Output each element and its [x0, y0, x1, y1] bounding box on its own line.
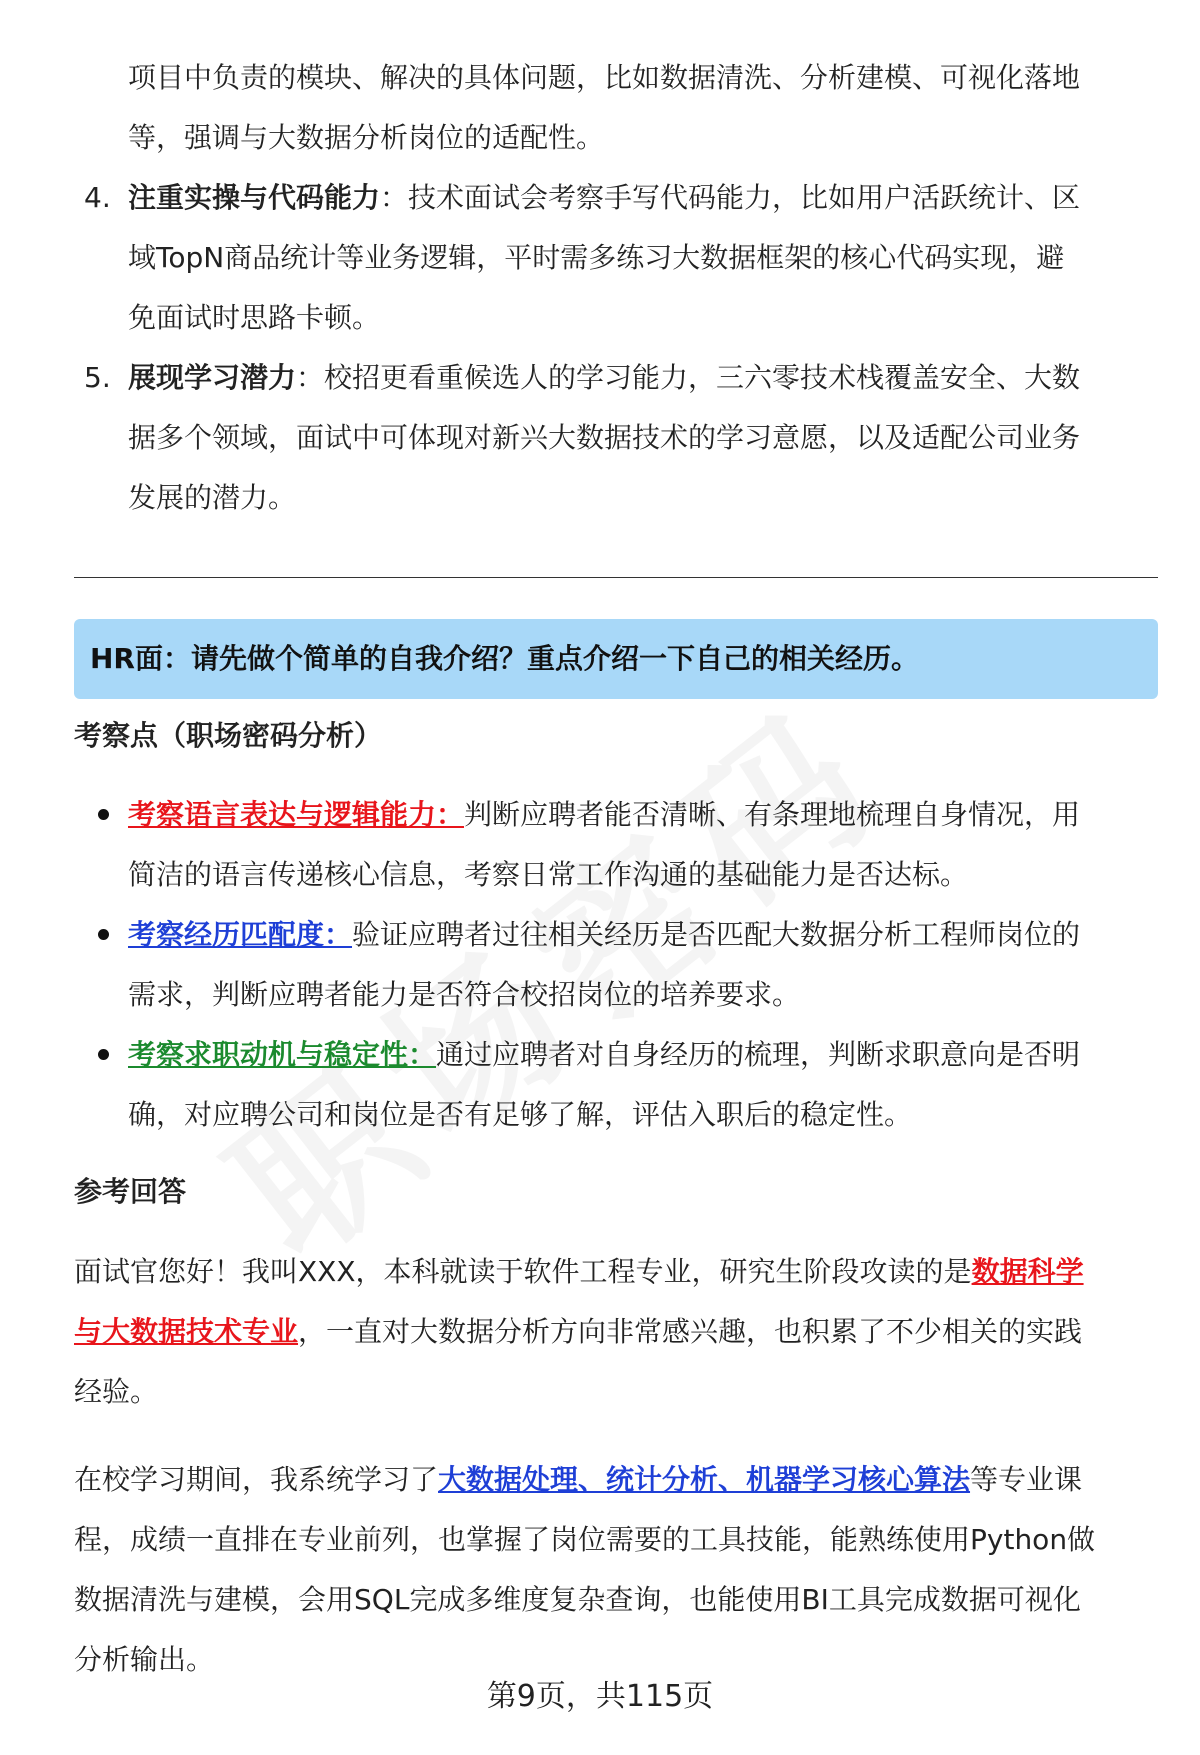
assess-item — [74, 785, 1158, 905]
answer-text: 面试官您好！我叫XXX，本科就读于软件工程专业，研究生阶段攻读的是 — [74, 1255, 972, 1288]
assess-text: 判断应聘者能否清晰、有条理地梳理自身情况，用 — [464, 798, 1081, 831]
tip-text: 免面试时思路卡顿。 — [128, 301, 381, 334]
tip-title: 注重实操与代码能力 — [128, 181, 381, 214]
answer-highlight: 与大数据技术专业 — [74, 1315, 299, 1348]
tip-number: 5. — [84, 361, 111, 394]
answer-text: 在校学习期间，我系统学习了 — [74, 1463, 439, 1496]
tip-item-5 — [74, 348, 1158, 528]
tip-text: 据多个领域，面试中可体现对新兴大数据技术的学习意愿，以及适配公司业务 — [128, 421, 1081, 454]
answer-heading: 参考回答 — [74, 1175, 187, 1208]
assess-item — [74, 1025, 1158, 1145]
assess-text: 验证应聘者过往相关经历是否匹配大数据分析工程师岗位的 — [352, 918, 1081, 951]
bullet-dot-icon — [98, 809, 109, 820]
tip-text: 域TopN商品统计等业务逻辑，平时需多练习大数据框架的核心代码实现，避 — [128, 241, 1065, 274]
answer-text: ，一直对大数据分析方向非常感兴趣，也积累了不少相关的实践 — [298, 1315, 1083, 1348]
continuation-line: 项目中负责的模块、解决的具体问题，比如数据清洗、分析建模、可视化落地 — [128, 61, 1081, 94]
bullet-dot-icon — [98, 929, 109, 940]
tip-item-4 — [74, 168, 1158, 348]
assess-item — [74, 905, 1158, 1025]
tip-text: 发展的潜力。 — [128, 481, 297, 514]
assess-text: 确，对应聘公司和岗位是否有足够了解，评估入职后的稳定性。 — [128, 1098, 913, 1131]
section-divider — [74, 577, 1158, 578]
question-text: HR面：请先做个简单的自我介绍？重点介绍一下自己的相关经历。 — [90, 642, 919, 675]
tip-text: ：技术面试会考察手写代码能力，比如用户活跃统计、区 — [380, 181, 1081, 214]
answer-text: 等专业课 — [970, 1463, 1083, 1496]
answer-text: 程，成绩一直排在专业前列，也掌握了岗位需要的工具技能，能熟练使用Python做 — [74, 1523, 1096, 1556]
bullet-dot-icon — [98, 1049, 109, 1060]
tips-section — [74, 48, 1158, 528]
assess-text: 简洁的语言传递核心信息，考察日常工作沟通的基础能力是否达标。 — [128, 858, 969, 891]
assess-heading: 考察点（职场密码分析） — [74, 719, 383, 752]
assess-text: 通过应聘者对自身经历的梳理，判断求职意向是否明 — [436, 1038, 1081, 1071]
answer-text: 数据清洗与建模，会用SQL完成多维度复杂查询，也能使用BI工具完成数据可视化 — [74, 1583, 1081, 1616]
answer-paragraph-1 — [74, 1242, 1158, 1422]
tip-title: 展现学习潜力 — [128, 361, 297, 394]
tip-text: ：校招更看重候选人的学习能力，三六零技术栈覆盖安全、大数 — [296, 361, 1081, 394]
continuation-line: 等，强调与大数据分析岗位的适配性。 — [128, 121, 605, 154]
answer-text: 经验。 — [74, 1375, 159, 1408]
assess-text: 需求，判断应聘者能力是否符合校招岗位的培养要求。 — [128, 978, 801, 1011]
assess-keyword: 考察经历匹配度： — [128, 918, 353, 951]
tip-number: 4. — [84, 181, 111, 214]
page-number: 第9页，共115页 — [486, 1679, 714, 1714]
answer-paragraph-2 — [74, 1450, 1158, 1690]
assess-list — [74, 785, 1158, 1145]
question-banner — [74, 619, 1158, 699]
answer-text: 分析输出。 — [74, 1643, 215, 1676]
assess-keyword: 考察求职动机与稳定性： — [128, 1038, 437, 1071]
answer-highlight: 大数据处理、统计分析、机器学习核心算法 — [438, 1463, 971, 1496]
answer-highlight: 数据科学 — [971, 1255, 1084, 1288]
assess-keyword: 考察语言表达与逻辑能力： — [128, 798, 465, 831]
